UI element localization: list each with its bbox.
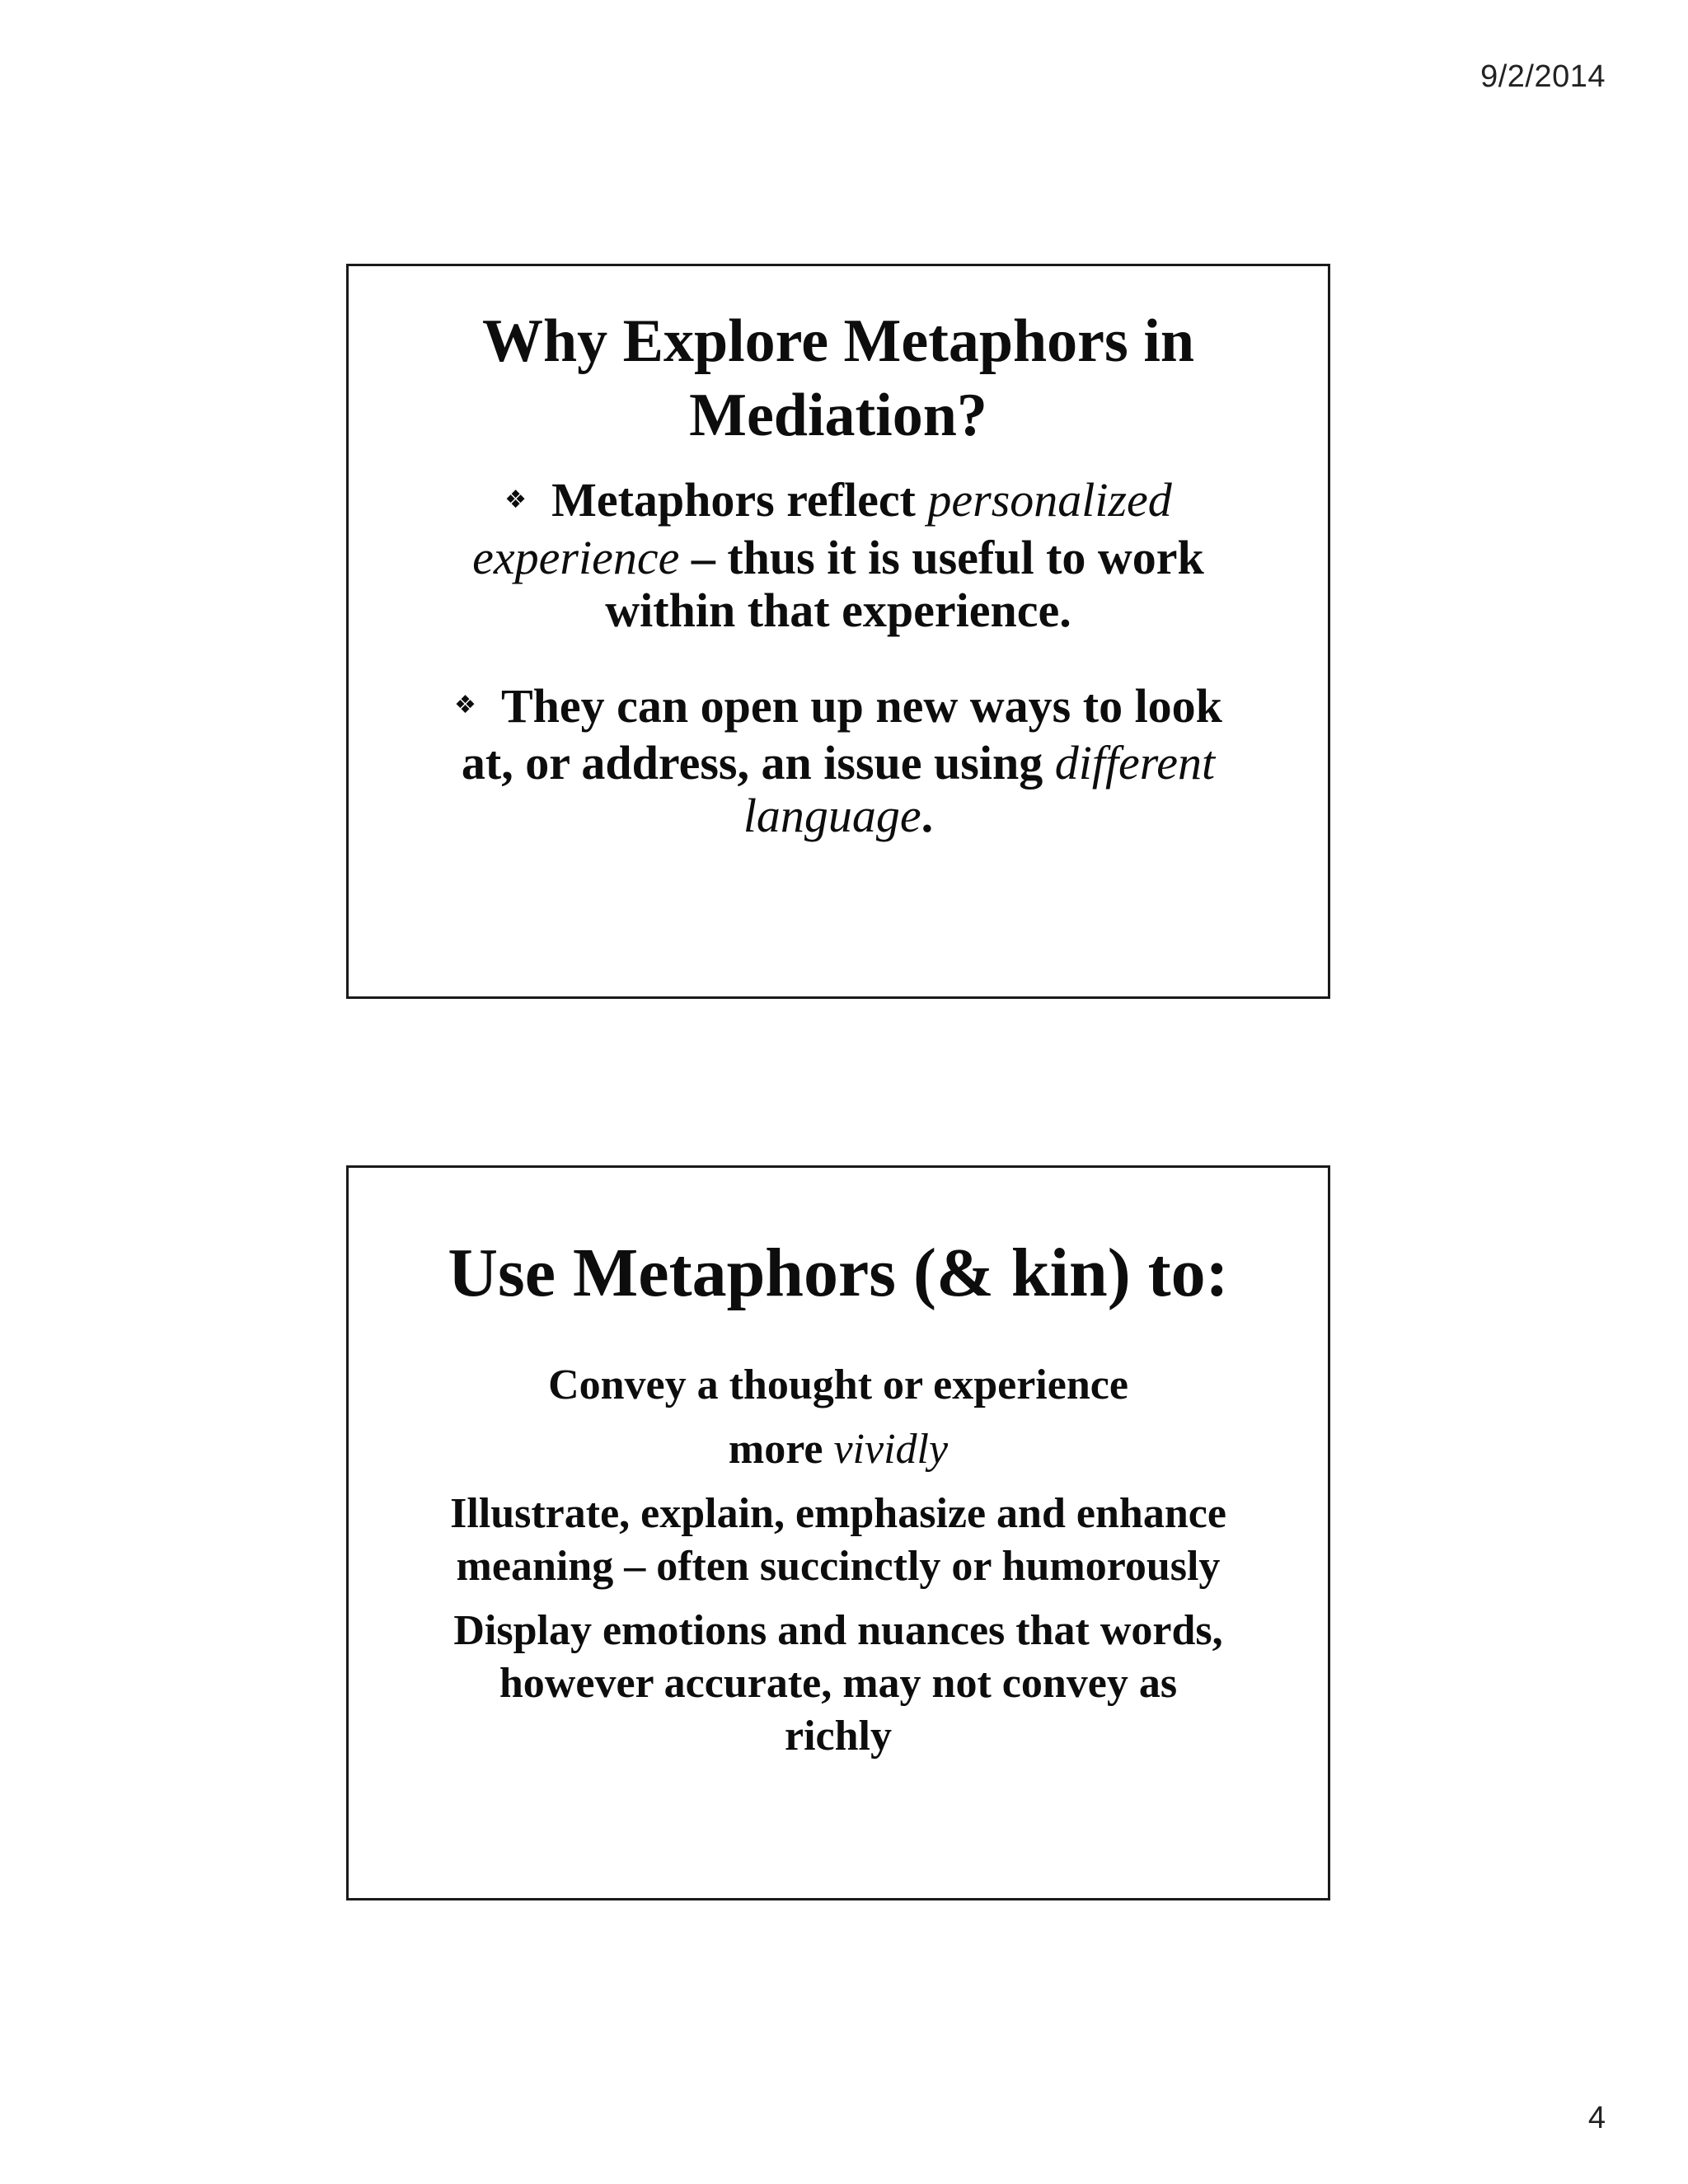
point-text: Display emotions and nuances that words, however accurate, may not convey as richly [453,1607,1223,1760]
bullet-text: . [921,789,934,843]
slide-title-line-1: Why Explore Metaphors in [481,307,1195,375]
bullet-item [448,680,1229,843]
bullet-item [448,474,1229,637]
bullet-list [349,474,1328,842]
page-number: 4 [1587,2101,1606,2135]
point-text: more [728,1426,834,1473]
point-item [448,1359,1229,1476]
point-emphasis: vividly [833,1426,949,1473]
slide-title-line-2: Mediation? [689,382,987,449]
bullet-emphasis: personalized experience [472,473,1172,584]
point-text: Convey a thought or experience [548,1361,1128,1408]
page-date: 9/2/2014 [1480,59,1606,94]
slide-why-explore-metaphors [346,264,1330,999]
point-text: Illustrate, explain, emphasize and enhance meaning – often succinctly or humorously [450,1490,1226,1590]
bullet-text: – thus it is useful to work within that experience. [605,530,1204,637]
slide-title [398,304,1278,452]
point-list [448,1359,1229,1763]
point-item [448,1605,1229,1763]
diamond-bullet-icon: ❖ [504,485,528,514]
point-item [448,1488,1229,1593]
slide-title: Use Metaphors (& kin) to: [448,1235,1229,1311]
point-text-line-2 [448,1423,1229,1476]
bullet-text: Metaphors reflect [551,473,928,527]
bullet-emphasis: different language [743,736,1216,843]
slide-use-metaphors [346,1165,1330,1900]
diamond-bullet-icon: ❖ [454,691,476,720]
bullet-text: They can open up new ways to look at, or address, an issue using [461,678,1222,790]
